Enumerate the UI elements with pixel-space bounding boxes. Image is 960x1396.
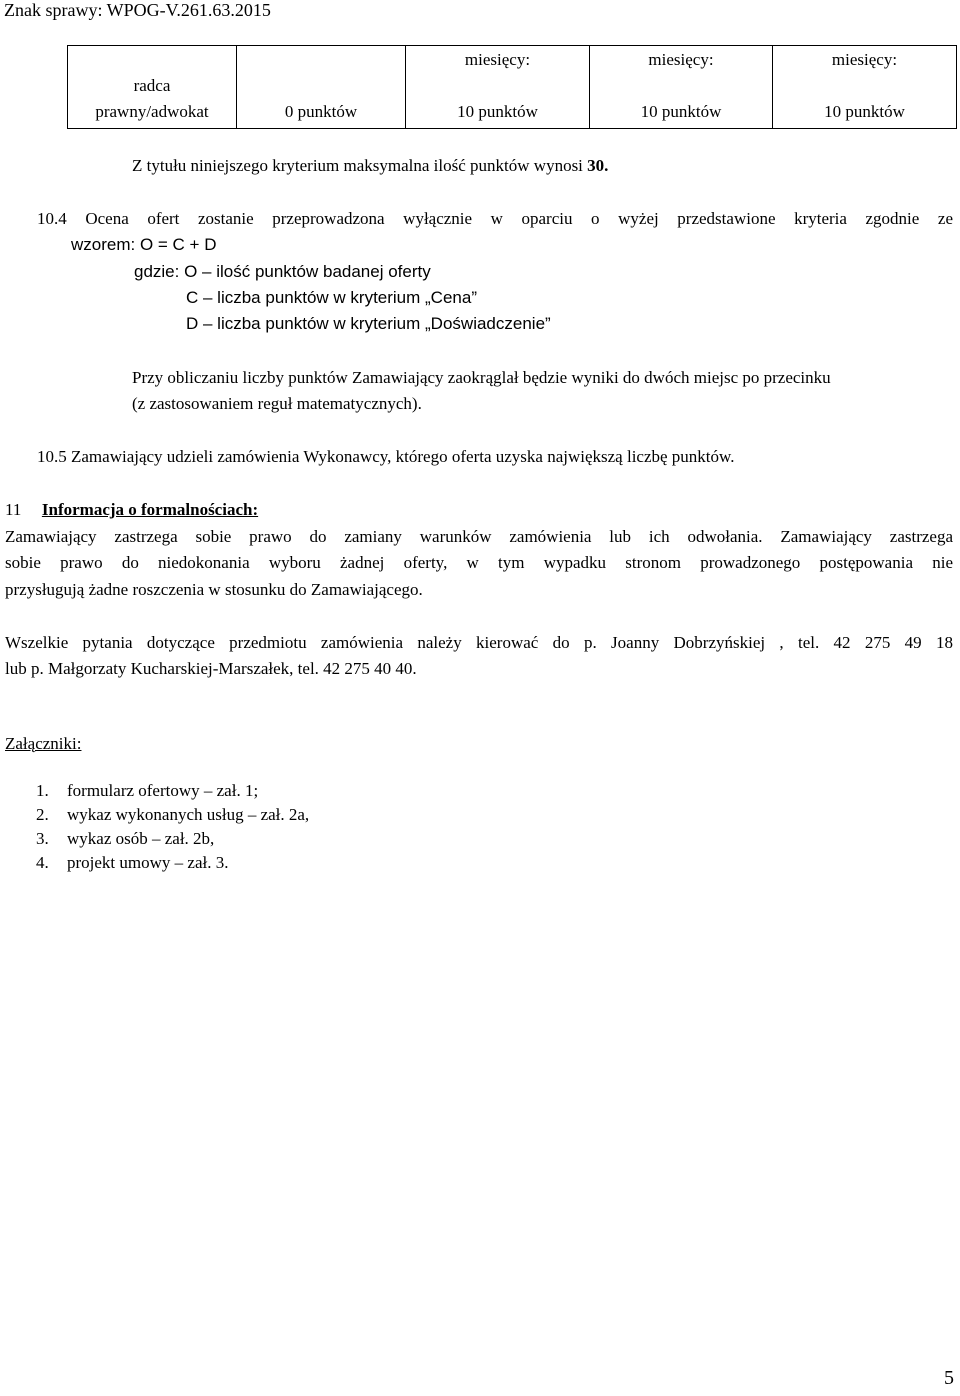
list-item — [36, 829, 215, 849]
cell-top-text: miesięcy: — [464, 50, 531, 69]
formula-where-c: C – liczba punktów w kryterium „Cena” — [186, 288, 477, 307]
list-item — [36, 805, 310, 825]
cell-points: 10 punktów — [457, 102, 538, 121]
formula-where-o: gdzie: O – ilość punktów badanej oferty — [134, 262, 431, 281]
paragraph-line: Zamawiający zastrzega sobie prawo do zamiany warunków zamówienia lub ich odwołania. Zamawiający zastrzega — [5, 527, 953, 546]
list-text: formularz ofertowy – zał. 1; — [67, 781, 259, 800]
cell-top-text: miesięcy: — [831, 50, 898, 69]
section-number: 10.5 — [37, 447, 67, 466]
section-11-heading — [5, 500, 258, 520]
score-cell — [406, 46, 590, 129]
list-text: wykaz wykonanych usług – zał. 2a, — [67, 805, 310, 824]
list-number: 3. — [36, 829, 49, 848]
section-10-4-line-1 — [37, 209, 953, 229]
section-text: Ocena ofert zostanie przeprowadzona wyłącznie w oparciu o wyżej przedstawione kryteria zgodnie ze — [85, 209, 953, 228]
row-label-line-1: radca — [133, 76, 171, 95]
case-reference: Znak sprawy: WPOG-V.261.63.2015 — [4, 0, 271, 20]
list-text: wykaz osób – zał. 2b, — [67, 829, 215, 848]
cell-points: 10 punktów — [824, 102, 905, 121]
cell-points: 0 punktów — [284, 102, 358, 121]
formula-where-d: D – liczba punktów w kryterium „Doświadczenie” — [186, 314, 551, 333]
section-number: 10.4 — [37, 209, 67, 228]
paragraph-line: sobie prawo do niedokonania wyboru żadnej oferty, w tym wypadku stronom prowadzonego postępowania nie — [5, 553, 953, 572]
list-number: 2. — [36, 805, 49, 824]
row-label-cell — [68, 46, 237, 129]
max-points-text: Z tytułu niniejszego kryterium maksymalna ilość punktów wynosi — [132, 156, 583, 175]
max-points-note — [132, 156, 608, 176]
rounding-line-2: (z zastosowaniem reguł matematycznych). — [132, 394, 422, 413]
cell-top-text: miesięcy: — [648, 50, 714, 69]
row-label-line-2: prawny/adwokat — [95, 102, 209, 121]
section-title: Informacja o formalnościach: — [41, 500, 259, 519]
section-number: 11 — [5, 500, 22, 519]
paragraph-line: Wszelkie pytania dotyczące przedmiotu zamówienia należy kierować do p. Joanny Dobrzyńskiej , tel. 42 275 49 18 — [5, 633, 953, 652]
paragraph-line: przysługują żadne roszczenia w stosunku do Zamawiającego. — [5, 580, 423, 599]
cell-points: 10 punktów — [640, 102, 722, 121]
formula-line: wzorem: O = C + D — [71, 235, 217, 254]
list-text: projekt umowy – zał. 3. — [67, 853, 229, 872]
table-row — [68, 46, 957, 129]
section-text: Zamawiający udzieli zamówienia Wykonawcy, którego oferta uzyska największą liczbę punktów. — [71, 447, 735, 466]
list-item — [36, 781, 259, 801]
criteria-table — [67, 45, 957, 129]
page-number: 5 — [944, 1367, 954, 1389]
list-item — [36, 853, 229, 873]
score-cell — [590, 46, 773, 129]
section-10-5 — [37, 447, 734, 467]
paragraph-line: lub p. Małgorzaty Kucharskiej-Marszałek, tel. 42 275 40 40. — [5, 659, 417, 678]
attachments-title: Załączniki: — [5, 734, 82, 753]
rounding-line-1: Przy obliczaniu liczby punktów Zamawiający zaokrąglał będzie wyniki do dwóch miejsc po przecinku — [132, 368, 831, 387]
score-cell — [237, 46, 406, 129]
list-number: 1. — [36, 781, 49, 800]
max-points-value: 30. — [587, 156, 609, 175]
list-number: 4. — [36, 853, 49, 872]
score-cell — [773, 46, 957, 129]
